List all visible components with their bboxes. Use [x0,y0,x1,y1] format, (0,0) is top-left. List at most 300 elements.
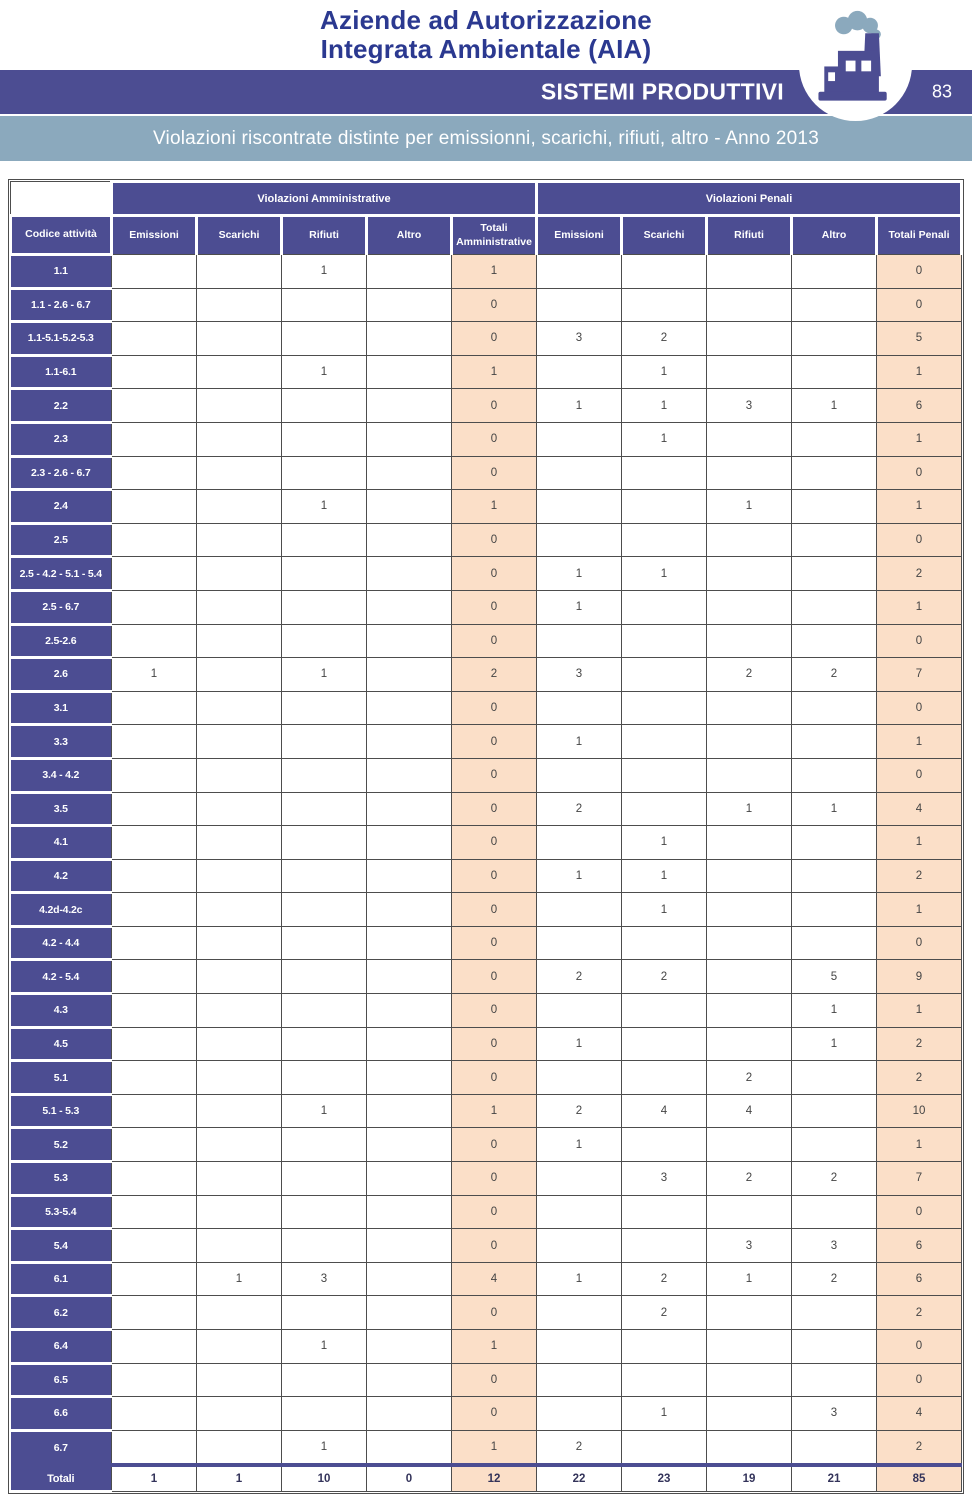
value-cell [537,523,622,557]
value-cell [197,1061,282,1095]
value-cell [367,355,452,389]
value-cell [282,1363,367,1397]
value-cell [197,926,282,960]
column-total-cell: 23 [622,1465,707,1492]
value-cell [367,758,452,792]
table-row [11,590,962,624]
value-cell: 1 [537,725,622,759]
value-cell [367,1128,452,1162]
value-cell [112,859,197,893]
row-label: 1.1-6.1 [11,355,112,389]
total-cell: 0 [877,1363,962,1397]
value-cell: 2 [622,1296,707,1330]
value-cell [707,1430,792,1465]
value-cell: 1 [112,658,197,692]
value-cell [282,893,367,927]
total-cell: 2 [877,1430,962,1465]
value-cell [707,1363,792,1397]
row-label: 4.2 [11,859,112,893]
total-cell: 0 [452,1162,537,1196]
value-cell [707,725,792,759]
value-cell [622,1363,707,1397]
group-header-violazioni-penali: Violazioni Penali [537,182,962,216]
value-cell [112,1363,197,1397]
table-row [11,1229,962,1263]
row-label: 3.4 - 4.2 [11,758,112,792]
total-cell: 1 [452,1430,537,1465]
table-row [11,1195,962,1229]
value-cell [792,557,877,591]
value-cell [197,456,282,490]
value-cell [537,691,622,725]
value-cell: 1 [622,422,707,456]
table-row [11,1363,962,1397]
value-cell [537,1330,622,1364]
value-cell [112,288,197,322]
value-cell: 1 [282,255,367,289]
row-label: 6.5 [11,1363,112,1397]
value-cell [367,1363,452,1397]
value-cell [537,926,622,960]
page-title-line1: Aziende ad Autorizzazione [320,4,652,35]
value-cell: 2 [707,1162,792,1196]
column-total-cell: 1 [112,1465,197,1492]
total-cell: 0 [452,725,537,759]
row-label: 4.2d-4.2c [11,893,112,927]
total-cell: 0 [452,422,537,456]
value-cell [707,1330,792,1364]
value-cell [197,859,282,893]
value-cell [282,1195,367,1229]
total-cell: 1 [877,1128,962,1162]
value-cell [537,1195,622,1229]
table-corner-cell [11,182,112,216]
value-cell [622,1128,707,1162]
row-label: 2.4 [11,490,112,524]
page-title-line2: Integrata Ambientale (AIA) [320,34,652,64]
value-cell [367,792,452,826]
value-cell [112,758,197,792]
table-row [11,792,962,826]
value-cell [622,1330,707,1364]
value-cell [707,355,792,389]
value-cell [197,1229,282,1263]
value-cell [622,523,707,557]
value-cell: 1 [537,1128,622,1162]
row-label: 2.5 - 6.7 [11,590,112,624]
row-label: 5.3 [11,1162,112,1196]
column-header-scarichi: Scarichi [622,216,707,255]
value-cell: 2 [707,1061,792,1095]
value-cell [112,255,197,289]
value-cell [707,691,792,725]
value-cell [282,926,367,960]
value-cell [367,893,452,927]
value-cell [792,893,877,927]
table-columns-row [11,216,962,255]
table-row [11,322,962,356]
total-cell: 9 [877,960,962,994]
value-cell [537,490,622,524]
table-row [11,624,962,658]
table-caption: Violazioni riscontrate distinte per emissionni, scarichi, rifiuti, altro - Anno 2013 [153,127,819,149]
row-label: 2.3 - 2.6 - 6.7 [11,456,112,490]
value-cell: 3 [792,1397,877,1431]
total-cell: 0 [877,624,962,658]
value-cell [197,1296,282,1330]
value-cell [367,1330,452,1364]
row-label: 5.2 [11,1128,112,1162]
value-cell [622,456,707,490]
value-cell [707,1027,792,1061]
value-cell [537,355,622,389]
value-cell [367,322,452,356]
value-cell [537,456,622,490]
value-cell [197,893,282,927]
value-cell [622,725,707,759]
value-cell [367,1430,452,1465]
value-cell [707,1296,792,1330]
row-label: 2.6 [11,658,112,692]
row-label: 6.7 [11,1430,112,1465]
value-cell [112,1094,197,1128]
value-cell [197,691,282,725]
value-cell: 1 [282,1094,367,1128]
table-row [11,255,962,289]
table-row [11,926,962,960]
table-row [11,725,962,759]
factory-icon [797,6,914,123]
value-cell [792,422,877,456]
total-cell: 10 [877,1094,962,1128]
value-cell: 2 [622,960,707,994]
value-cell [112,1430,197,1465]
value-cell [197,1027,282,1061]
total-cell: 1 [877,994,962,1028]
value-cell [622,691,707,725]
value-cell [367,1195,452,1229]
total-cell: 1 [877,422,962,456]
value-cell [707,288,792,322]
row-label: 1.1-5.1-5.2-5.3 [11,322,112,356]
total-cell: 0 [452,792,537,826]
grand-total-cell: 12 [452,1465,537,1492]
value-cell: 1 [282,355,367,389]
value-cell [197,624,282,658]
value-cell [622,1061,707,1095]
column-header-altro: Altro [367,216,452,255]
value-cell [537,1296,622,1330]
value-cell [282,792,367,826]
value-cell [112,926,197,960]
value-cell [197,590,282,624]
value-cell [197,557,282,591]
value-cell [112,456,197,490]
value-cell [197,322,282,356]
total-cell: 0 [452,826,537,860]
total-cell: 1 [877,590,962,624]
value-cell [282,859,367,893]
value-cell [197,288,282,322]
violations-table-frame [8,179,964,1494]
total-cell: 0 [452,1195,537,1229]
value-cell [792,1363,877,1397]
value-cell [197,523,282,557]
value-cell [197,960,282,994]
value-cell [112,490,197,524]
value-cell [367,658,452,692]
total-cell: 2 [877,1296,962,1330]
table-row [11,1262,962,1296]
value-cell [792,1430,877,1465]
value-cell: 1 [282,1430,367,1465]
value-cell: 4 [707,1094,792,1128]
value-cell [282,590,367,624]
value-cell [282,1229,367,1263]
total-cell: 6 [877,1262,962,1296]
value-cell: 1 [537,1262,622,1296]
total-cell: 2 [877,557,962,591]
value-cell [537,624,622,658]
value-cell [792,926,877,960]
value-cell [622,624,707,658]
value-cell: 3 [707,389,792,423]
value-cell: 5 [792,960,877,994]
value-cell [282,1397,367,1431]
total-cell: 2 [452,658,537,692]
row-label: 2.5 [11,523,112,557]
value-cell: 1 [622,557,707,591]
value-cell [367,557,452,591]
value-cell: 3 [622,1162,707,1196]
totals-label: Totali [11,1465,112,1492]
value-cell [112,355,197,389]
value-cell [367,255,452,289]
table-row [11,422,962,456]
total-cell: 1 [452,1330,537,1364]
column-header-totali-penali: Totali Penali [877,216,962,255]
page-title [320,6,652,65]
value-cell [537,288,622,322]
section-title: SISTEMI PRODUTTIVI [540,78,784,105]
row-label: 1.1 [11,255,112,289]
value-cell: 1 [707,1262,792,1296]
total-cell: 0 [452,1229,537,1263]
total-cell: 0 [877,1195,962,1229]
value-cell: 1 [622,1397,707,1431]
total-cell: 1 [877,490,962,524]
table-row [11,1162,962,1196]
value-cell [707,926,792,960]
value-cell [197,1330,282,1364]
value-cell [537,758,622,792]
total-cell: 0 [877,523,962,557]
value-cell [622,994,707,1028]
value-cell [537,255,622,289]
row-label: 6.6 [11,1397,112,1431]
value-cell [282,422,367,456]
value-cell [707,255,792,289]
value-cell: 1 [537,557,622,591]
value-cell [112,1262,197,1296]
table-row [11,826,962,860]
value-cell [707,422,792,456]
value-cell: 1 [792,792,877,826]
value-cell [622,926,707,960]
value-cell [112,322,197,356]
value-cell [282,1296,367,1330]
value-cell: 1 [792,994,877,1028]
value-cell: 2 [537,1094,622,1128]
value-cell [792,456,877,490]
total-cell: 6 [877,1229,962,1263]
value-cell [707,590,792,624]
value-cell [707,758,792,792]
value-cell: 1 [622,355,707,389]
value-cell [792,1195,877,1229]
total-cell: 2 [877,1027,962,1061]
value-cell [622,255,707,289]
column-total-cell: 19 [707,1465,792,1492]
value-cell: 4 [622,1094,707,1128]
value-cell [112,422,197,456]
value-cell [197,725,282,759]
value-cell: 2 [792,1162,877,1196]
value-cell [367,994,452,1028]
value-cell: 3 [282,1262,367,1296]
value-cell [197,758,282,792]
value-cell: 1 [282,490,367,524]
row-label: 2.3 [11,422,112,456]
value-cell [112,893,197,927]
total-cell: 0 [452,1027,537,1061]
value-cell [112,1162,197,1196]
table-row [11,288,962,322]
column-header-emissioni: Emissioni [537,216,622,255]
total-cell: 1 [452,1094,537,1128]
group-header-violazioni-amministrative: Violazioni Amministrative [112,182,537,216]
value-cell [367,422,452,456]
value-cell [367,1162,452,1196]
value-cell [792,725,877,759]
value-cell [112,1027,197,1061]
value-cell: 2 [537,1430,622,1465]
total-cell: 0 [877,691,962,725]
value-cell [197,389,282,423]
value-cell [707,523,792,557]
value-cell [622,590,707,624]
value-cell [282,1027,367,1061]
violations-table [9,180,963,1493]
value-cell [112,1330,197,1364]
total-cell: 0 [452,590,537,624]
value-cell [537,826,622,860]
row-label: 3.3 [11,725,112,759]
total-cell: 0 [452,389,537,423]
value-cell [112,1296,197,1330]
value-cell [622,490,707,524]
value-cell [622,1195,707,1229]
value-cell [197,1397,282,1431]
value-cell: 1 [622,859,707,893]
value-cell: 1 [707,792,792,826]
table-row [11,490,962,524]
table-row [11,658,962,692]
value-cell [367,926,452,960]
value-cell: 2 [622,322,707,356]
value-cell [197,826,282,860]
total-cell: 6 [877,389,962,423]
total-cell: 0 [452,1128,537,1162]
value-cell [112,590,197,624]
value-cell: 3 [792,1229,877,1263]
total-cell: 0 [877,255,962,289]
table-row [11,1027,962,1061]
grand-total-cell: 85 [877,1465,962,1492]
value-cell [112,691,197,725]
table-row [11,1296,962,1330]
value-cell [367,1296,452,1330]
total-cell: 0 [452,1296,537,1330]
value-cell [367,624,452,658]
value-cell [707,322,792,356]
value-cell [622,1430,707,1465]
value-cell [112,1229,197,1263]
table-group-row [11,182,962,216]
value-cell [282,288,367,322]
value-cell [197,1094,282,1128]
value-cell [622,1027,707,1061]
row-label: 6.2 [11,1296,112,1330]
value-cell [197,1162,282,1196]
value-cell [367,590,452,624]
total-cell: 1 [877,725,962,759]
total-cell: 5 [877,322,962,356]
value-cell [282,691,367,725]
column-header-emissioni: Emissioni [112,216,197,255]
row-label: 4.5 [11,1027,112,1061]
value-cell [112,960,197,994]
table-row [11,523,962,557]
value-cell [112,792,197,826]
value-cell: 1 [792,389,877,423]
value-cell [622,1229,707,1263]
value-cell: 2 [792,1262,877,1296]
value-cell [707,960,792,994]
value-cell [197,1128,282,1162]
value-cell [622,658,707,692]
total-cell: 7 [877,1162,962,1196]
value-cell: 2 [537,792,622,826]
value-cell: 2 [622,1262,707,1296]
value-cell [282,1162,367,1196]
value-cell [792,1128,877,1162]
value-cell: 3 [707,1229,792,1263]
total-cell: 4 [877,792,962,826]
table-row [11,1430,962,1465]
value-cell [792,322,877,356]
value-cell [282,1128,367,1162]
value-cell [197,658,282,692]
row-label: 5.1 - 5.3 [11,1094,112,1128]
row-label: 2.5-2.6 [11,624,112,658]
row-label: 2.5 - 4.2 - 5.1 - 5.4 [11,557,112,591]
value-cell [622,792,707,826]
value-cell: 1 [622,893,707,927]
total-cell: 0 [452,926,537,960]
value-cell [367,1061,452,1095]
value-cell [112,1061,197,1095]
